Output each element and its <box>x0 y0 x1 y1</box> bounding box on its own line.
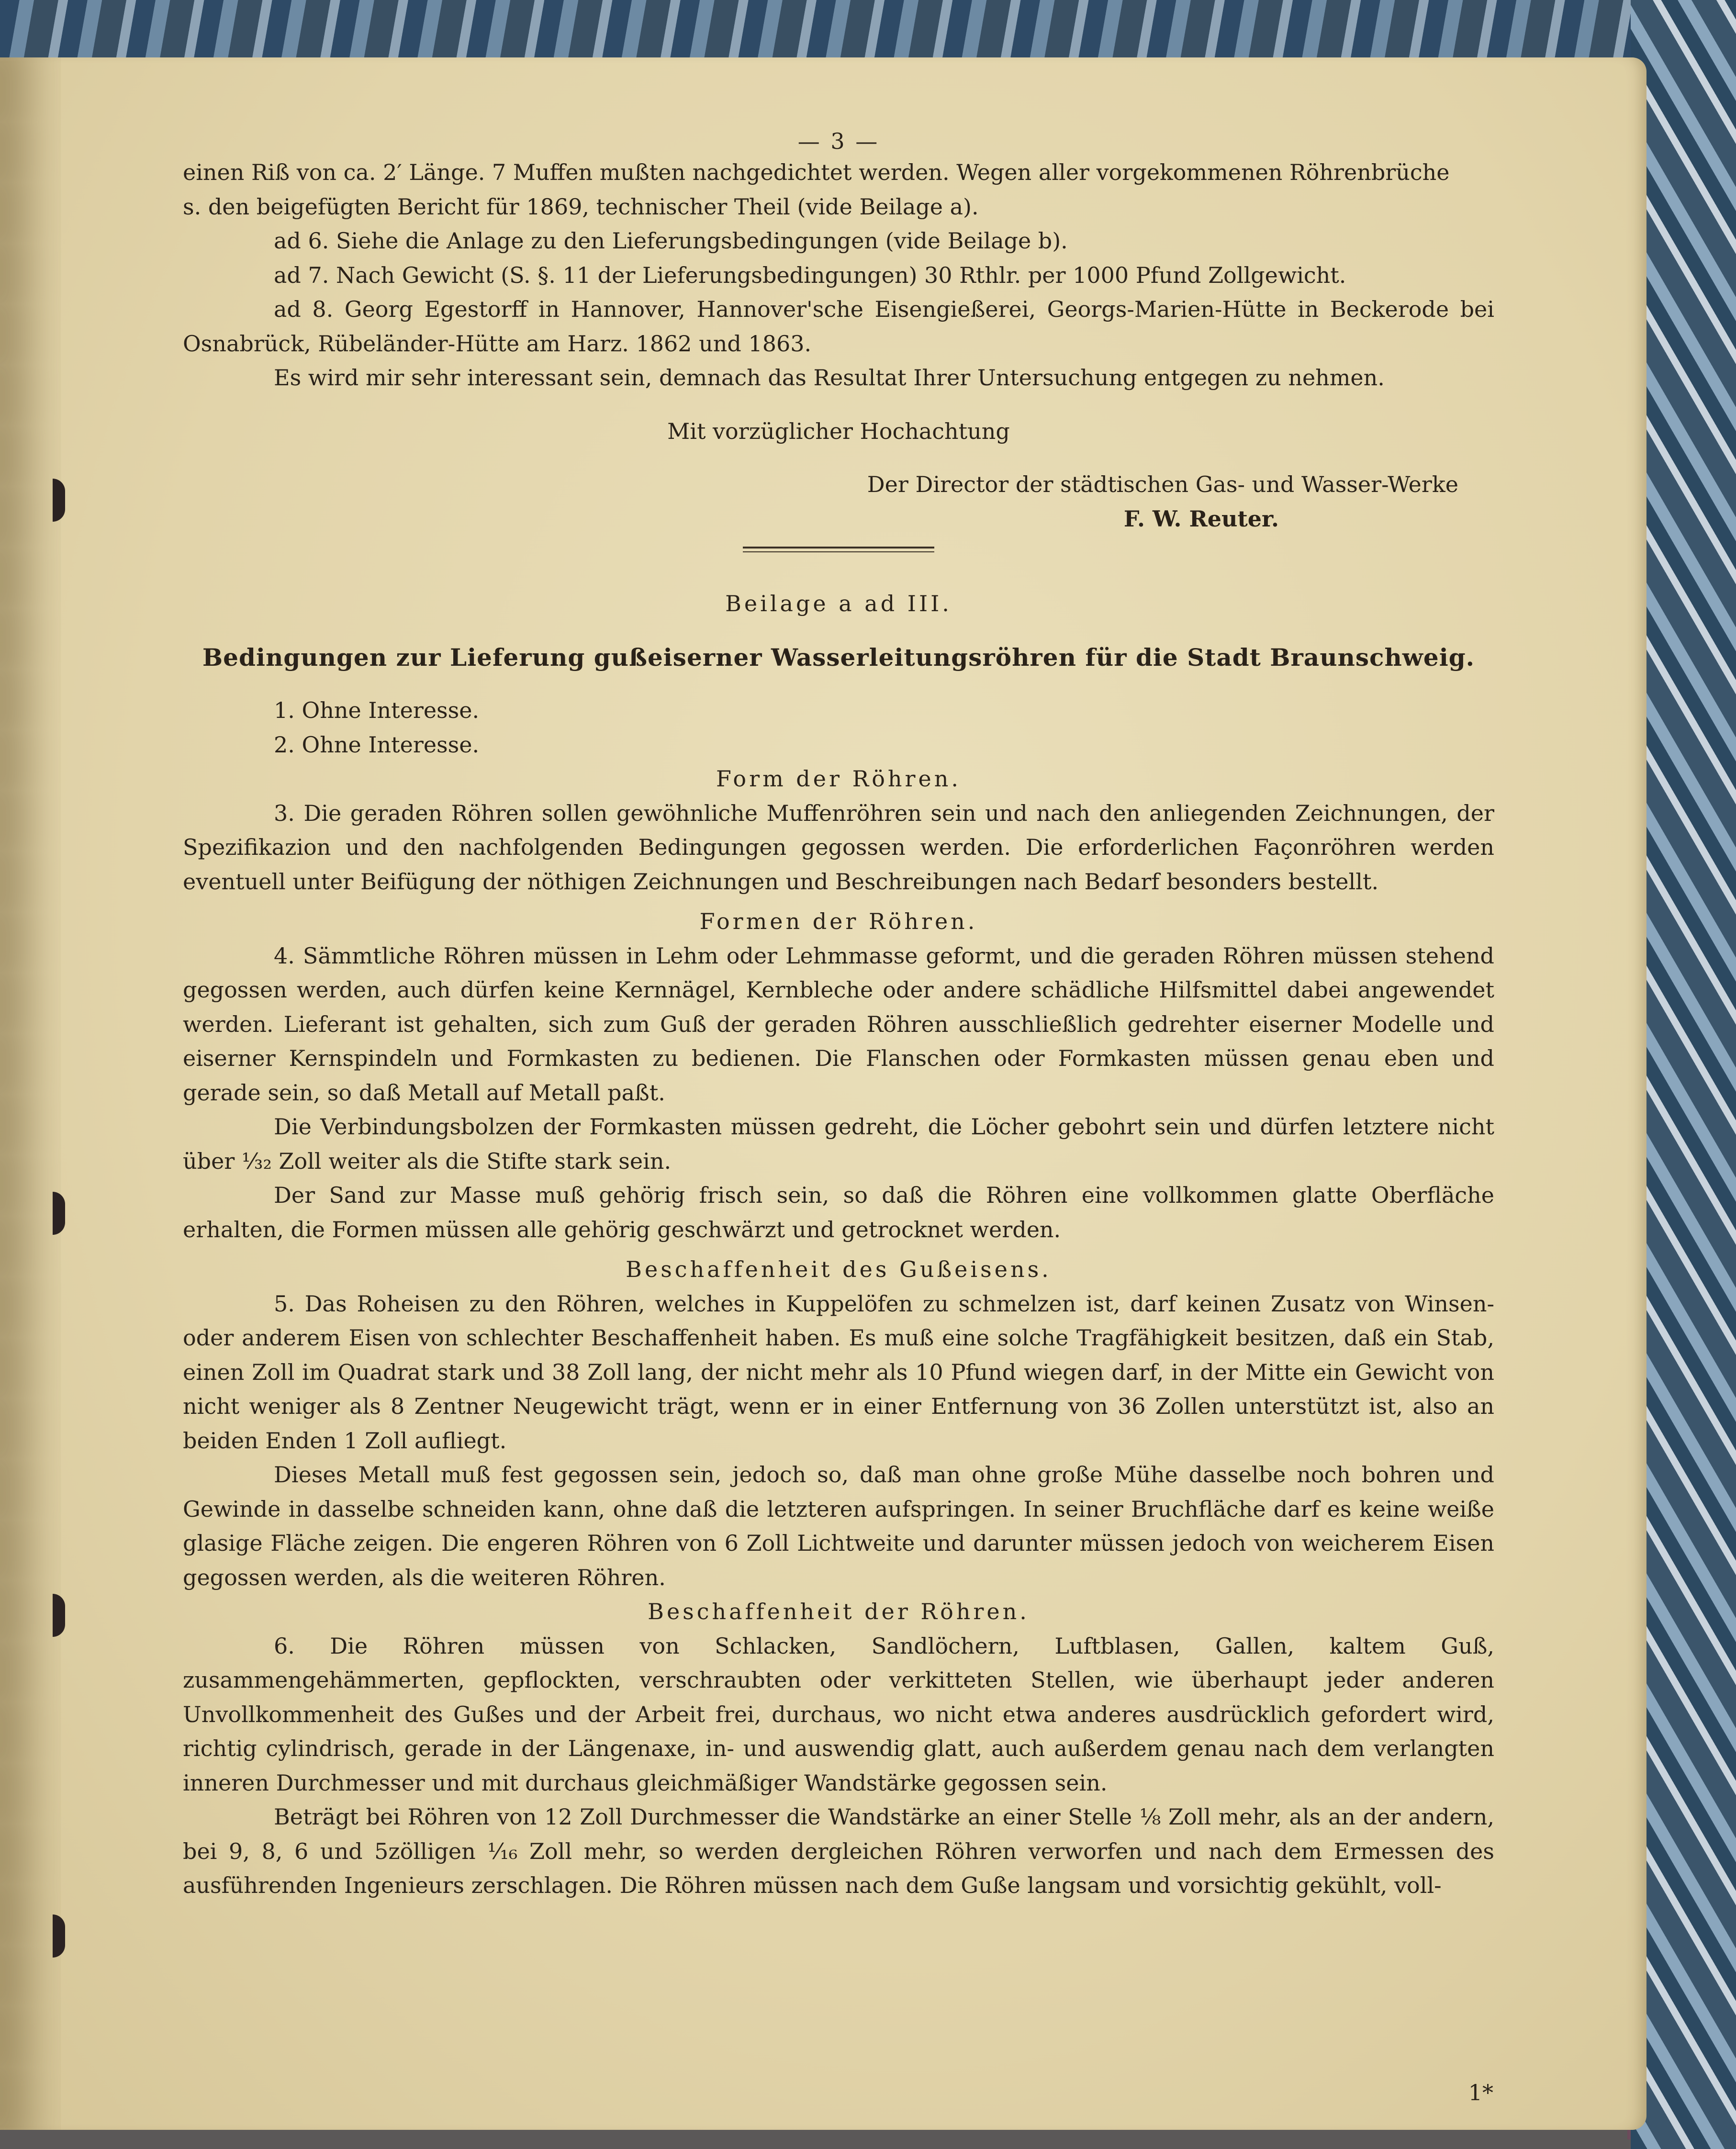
text-line: Es wird mir sehr interessant sein, demnach das Resultat Ihrer Untersuchung entgegen zu nehmen. <box>274 365 1385 391</box>
page-notch <box>53 479 65 522</box>
list-item: 2. Ohne Interesse. <box>274 731 480 758</box>
binding-right <box>1631 0 1736 2149</box>
text-line: s. den beigefügten Bericht für 1869, technischer Theil (vide Beilage a). <box>183 193 979 220</box>
text-line: ad 6. Siehe die Anlage zu den Lieferungsbedingungen (vide Beilage b). <box>274 228 1068 254</box>
signature-mark: 1* <box>1468 2080 1493 2105</box>
page-notch <box>53 1594 65 1637</box>
signature-name: F. W. Reuter. <box>1123 505 1279 532</box>
separator-rule <box>743 547 934 552</box>
book-page <box>0 57 1646 2130</box>
paragraph: Beträgt bei Röhren von 12 Zoll Durchmesser die Wandstärke an einer Stelle ¹⁄₈ Zoll mehr, als an der andern, bei 9, 8, 6 und 5zölligen ¹⁄₁₆ Zoll mehr, so werden dergleichen Röhren verworfen und nach dem Ermessen des ausführenden Ingenieurs zerschlagen. Die Röhren müssen nach dem Guße langsam und vorsichtig gekühlt, voll- <box>183 1804 1494 1898</box>
paragraph: Dieses Metall muß fest gegossen sein, jedoch so, daß man ohne große Mühe dasselbe noch bohren und Gewinde in dasselbe schneiden kann, ohne daß die letzteren aufspringen. In seiner Bruchfläche darf es keine weiße glasige Fläche zeigen. Die engeren Röhren von 6 Zoll Lichtweite und darunter müssen jedoch von weicherem Eisen gegossen werden, als die weiteren Röhren. <box>183 1462 1494 1590</box>
page-number: — 3 — <box>797 128 880 154</box>
text-line: ad 7. Nach Gewicht (S. §. 11 der Lieferungsbedingungen) 30 Rthlr. per 1000 Pfund Zollgewicht. <box>274 262 1346 288</box>
paragraph: 5. Das Roheisen zu den Röhren, welches in Kuppelöfen zu schmelzen ist, darf keinen Zusatz von Winsen- oder anderem Eisen von schlechter Beschaffenheit haben. Es muß eine solche Tragfähigkeit besitzen, daß ein Stab, einen Zoll im Quadrat stark und 38 Zoll lang, der nicht mehr als 10 Pfund wiegen darf, in der Mitte ein Gewicht von nicht weniger als 8 Zentner Neugewicht trägt, wenn er in einer Entfernung von 36 Zollen unterstützt ist, also an beiden Enden 1 Zoll aufliegt. <box>183 1290 1494 1454</box>
page-text <box>183 115 1494 1903</box>
page-notch <box>53 1914 65 1958</box>
paragraph: 4. Sämmtliche Röhren müssen in Lehm oder Lehmmasse geformt, und die geraden Röhren müssen stehend gegossen werden, auch dürfen keine Kernnägel, Kernbleche oder andere schädliche Hilfsmittel dabei angewendet werden. Lieferant ist gehalten, sich zum Guß der geraden Röhren ausschließlich gedrehter eiserner Modelle und eiserner Kernspindeln und Formkasten zu bedienen. Die Flanschen oder Formkasten müssen genau eben und gerade sein, so daß Metall auf Metall paßt. <box>183 942 1494 1106</box>
paragraph: 3. Die geraden Röhren sollen gewöhnliche Muffenröhren sein und nach den anliegenden Zeichnungen, der Spezifikazion und den nachfolgenden Bedingungen gegossen werden. Die erforderlichen Façonröhren werden eventuell unter Beifügung der nöthigen Zeichnungen und Beschreibungen nach Bedarf besonders bestellt. <box>183 800 1494 895</box>
paragraph: 6. Die Röhren müssen von Schlacken, Sandlöchern, Luftblasen, Gallen, kaltem Guß, zusammengehämmerten, gepflockten, verschraubten oder verkitteten Stellen, wie überhaupt jeder anderen Unvollkommenheit des Gußes und der Arbeit frei, durchaus, wo nicht etwa anderes ausdrücklich gefordert wird, richtig cylindrisch, gerade in der Längenaxe, in- und auswendig glatt, auch außerdem genau nach dem verlangten inneren Durchmesser und mit durchaus gleichmäßiger Wandstärke gegossen sein. <box>183 1633 1494 1796</box>
main-heading: Bedingungen zur Lieferung gußeiserner Wasserleitungsröhren für die Stadt Braunschweig. <box>202 643 1475 672</box>
section-title: Form der Röhren. <box>716 766 962 792</box>
beilage-title: Beilage a ad III. <box>725 591 952 616</box>
signature-title: Der Director der städtischen Gas- und Wasser-Werke <box>867 471 1458 497</box>
section-title: Formen der Röhren. <box>699 908 978 934</box>
section-title: Beschaffenheit des Gußeisens. <box>626 1256 1052 1282</box>
section-title: Beschaffenheit der Röhren. <box>648 1599 1030 1624</box>
paragraph: Die Verbindungsbolzen der Formkasten müssen gedreht, die Löcher gebohrt sein und dürfen letztere nicht über ¹⁄₃₂ Zoll weiter als die Stifte stark sein. <box>183 1114 1494 1174</box>
page-notch <box>53 1192 65 1235</box>
text-line: ad 8. Georg Egestorff in Hannover, Hannover'sche Eisengießerei, Georgs-Marien-Hütte in Beckerode bei Osnabrück, Rübeländer-Hütte am Harz. 1862 und 1863. <box>183 296 1494 357</box>
closing-line: Mit vorzüglicher Hochachtung <box>667 418 1010 444</box>
list-item: 1. Ohne Interesse. <box>274 697 480 723</box>
text-line: einen Riß von ca. 2′ Länge. 7 Muffen mußten nachgedichtet werden. Wegen aller vorgekommenen Röhrenbrüche <box>183 159 1450 185</box>
paragraph: Der Sand zur Masse muß gehörig frisch sein, so daß die Röhren eine vollkommen glatte Oberfläche erhalten, die Formen müssen alle gehörig geschwärzt und getrocknet werden. <box>183 1182 1494 1242</box>
